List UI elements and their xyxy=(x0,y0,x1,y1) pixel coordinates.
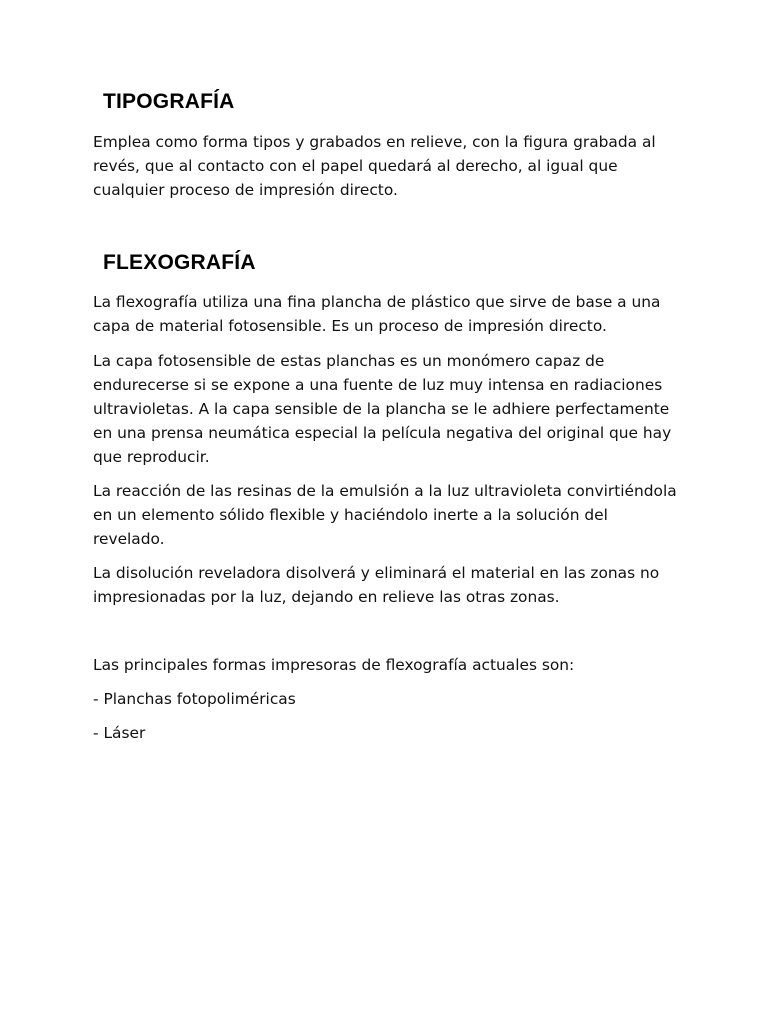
list-item: - Láser xyxy=(93,724,146,742)
paragraph: La disolución reveladora disolverá y eliminará el material en las zonas no impresionadas por la luz, dejando en relieve las otras zonas. xyxy=(93,564,660,606)
paragraph: Emplea como forma tipos y grabados en relieve, con la figura grabada al revés, que al contacto con el papel quedará al derecho, al igual que cualquier proceso de impresión directo. xyxy=(93,133,656,199)
paragraph: La capa fotosensible de estas planchas es un monómero capaz de endurecerse si se expone a una fuente de luz muy intensa en radiaciones ultravioletas. A la capa sensible de la plancha se le adhiere perfectamente en una prensa neumática especial la película negativa del original que hay que reproducir. xyxy=(93,352,672,466)
list-item: - Planchas fotopoliméricas xyxy=(93,690,296,708)
paragraph: Las principales formas impresoras de flexografía actuales son: xyxy=(93,656,575,674)
section-heading-tipografia: TIPOGRAFÍA xyxy=(103,90,235,113)
paragraph: La reacción de las resinas de la emulsión a la luz ultravioleta convirtiéndola en un elemento sólido flexible y haciéndolo inerte a la solución del revelado. xyxy=(93,482,677,548)
section-heading-flexografia: FLEXOGRAFÍA xyxy=(103,251,256,274)
paragraph: La flexografía utiliza una fina plancha de plástico que sirve de base a una capa de material fotosensible. Es un proceso de impresión directo. xyxy=(93,293,661,335)
